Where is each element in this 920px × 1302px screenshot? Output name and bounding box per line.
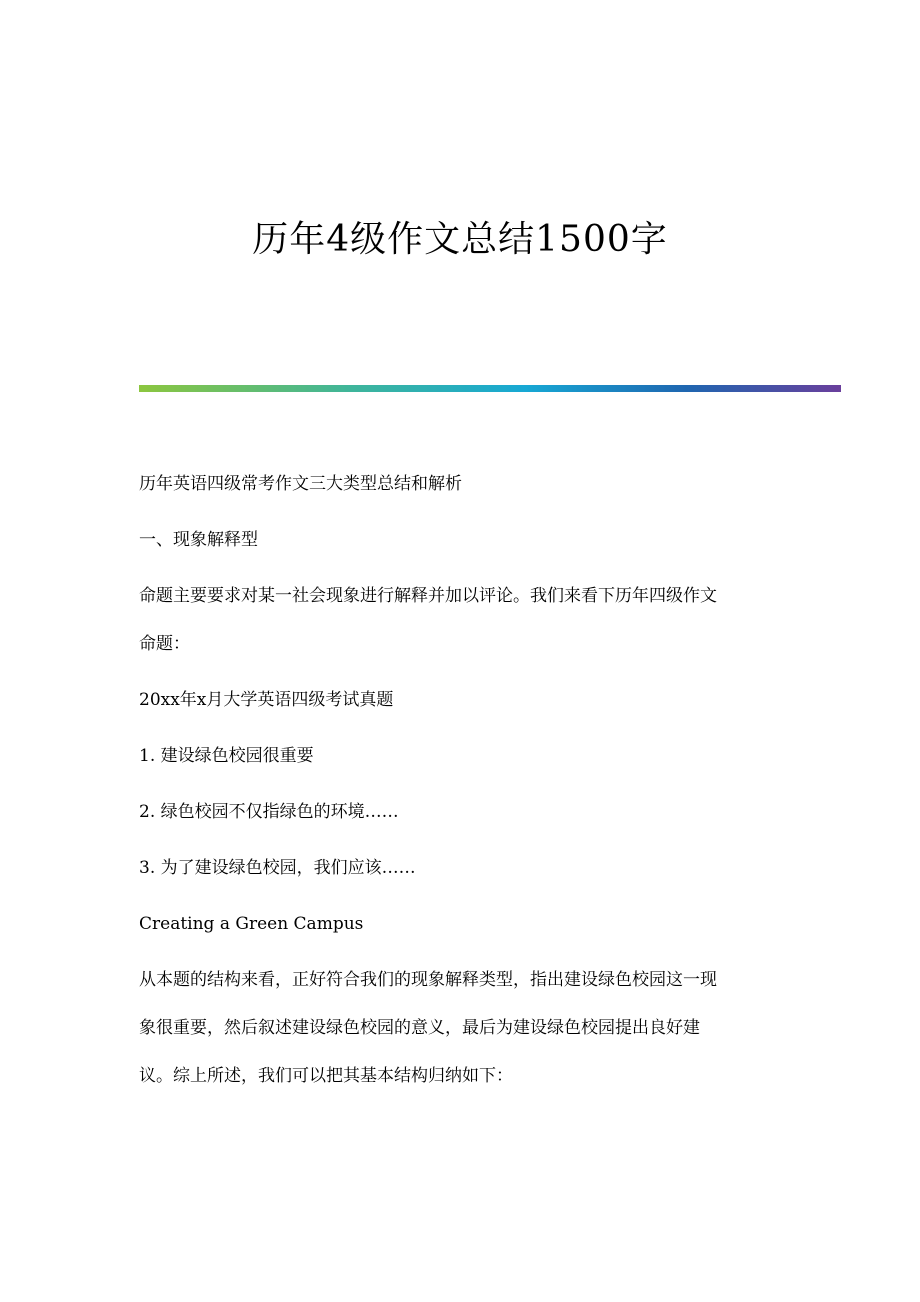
paragraph-line: 从本题的结构来看，正好符合我们的现象解释类型，指出建设绿色校园这一现 bbox=[139, 970, 717, 990]
document-title: 历年4级作文总结1500字 bbox=[252, 219, 668, 260]
paragraph-line: 议。综上所述，我们可以把其基本结构归纳如下： bbox=[139, 1066, 513, 1086]
list-item: 3. 为了建设绿色校园，我们应该…… bbox=[139, 858, 416, 878]
intro-heading: 历年英语四级常考作文三大类型总结和解析 bbox=[139, 474, 462, 494]
essay-title: Creating a Green Campus bbox=[139, 914, 364, 934]
paragraph-line: 命题： bbox=[139, 634, 190, 654]
exam-title: 20xx年x月大学英语四级考试真题 bbox=[139, 690, 394, 710]
gradient-divider bbox=[139, 385, 841, 392]
list-item: 2. 绿色校园不仅指绿色的环境…… bbox=[139, 802, 399, 822]
paragraph-line: 命题主要要求对某一社会现象进行解释并加以评论。我们来看下历年四级作文 bbox=[139, 586, 717, 606]
section-heading: 一、现象解释型 bbox=[139, 530, 258, 550]
list-item: 1. 建设绿色校园很重要 bbox=[139, 746, 314, 766]
paragraph-line: 象很重要，然后叙述建设绿色校园的意义，最后为建设绿色校园提出良好建 bbox=[139, 1018, 700, 1038]
